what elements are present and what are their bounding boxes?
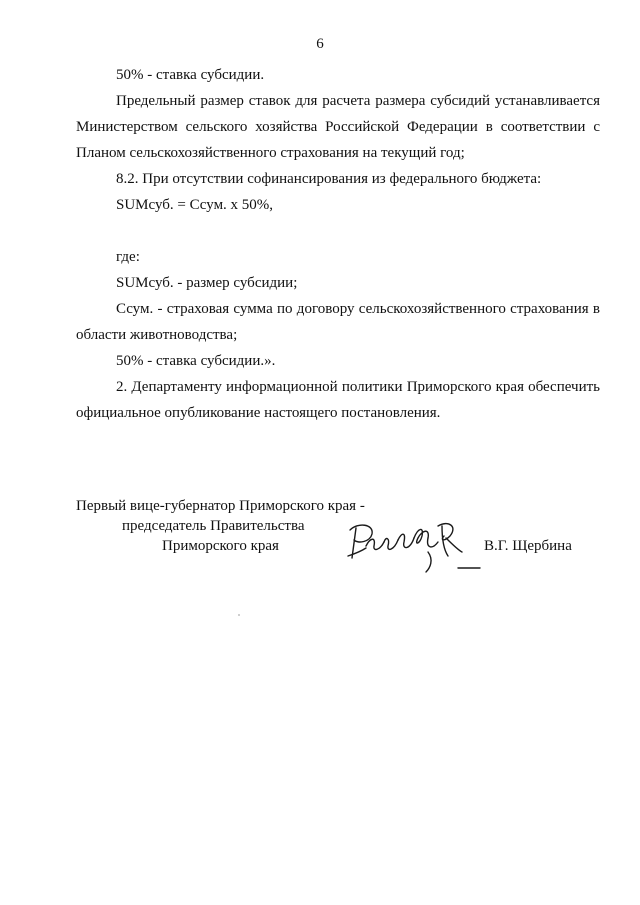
handwritten-signature [344,516,484,576]
page-number: 6 [316,36,324,52]
formula-subsidy: SUMсуб. = Ссум. х 50%, [116,197,274,213]
blank-line [76,218,600,244]
paragraph-where: где: [116,249,140,265]
signer-position-line1: Первый вице-губернатор Приморского края - [76,498,365,514]
signature-block [76,496,606,576]
signer-name: В.Г. Щербина [484,538,572,554]
definition-subsidy-rate: 50% - ставка субсидии.». [116,353,276,369]
scan-speck [238,614,240,616]
document-body [76,62,600,426]
definition-insured-sum: Ссум. - страховая сумма по договору сельскохозяйственного страхования в области животноводства; [76,301,600,343]
paragraph-section-8-2: 8.2. При отсутствии софинансирования из федерального бюджета: [116,171,542,187]
definition-sum-subsidy: SUMсуб. - размер субсидии; [116,275,298,291]
signer-position-line2: председатель Правительства [122,518,305,534]
paragraph-publication-order: 2. Департаменту информационной политики Приморского края обеспечить официальное опубликование настоящего постановления. [76,379,600,421]
paragraph-rate-limit: Предельный размер ставок для расчета размера субсидий устанавливается Министерством сельского хозяйства Российской Федерации в соответствии с Планом сельскохозяйственного страхования на текущий год; [76,93,600,161]
signer-position-line3: Приморского края [162,538,279,554]
paragraph-subsidy-rate: 50% - ставка субсидии. [116,67,265,83]
